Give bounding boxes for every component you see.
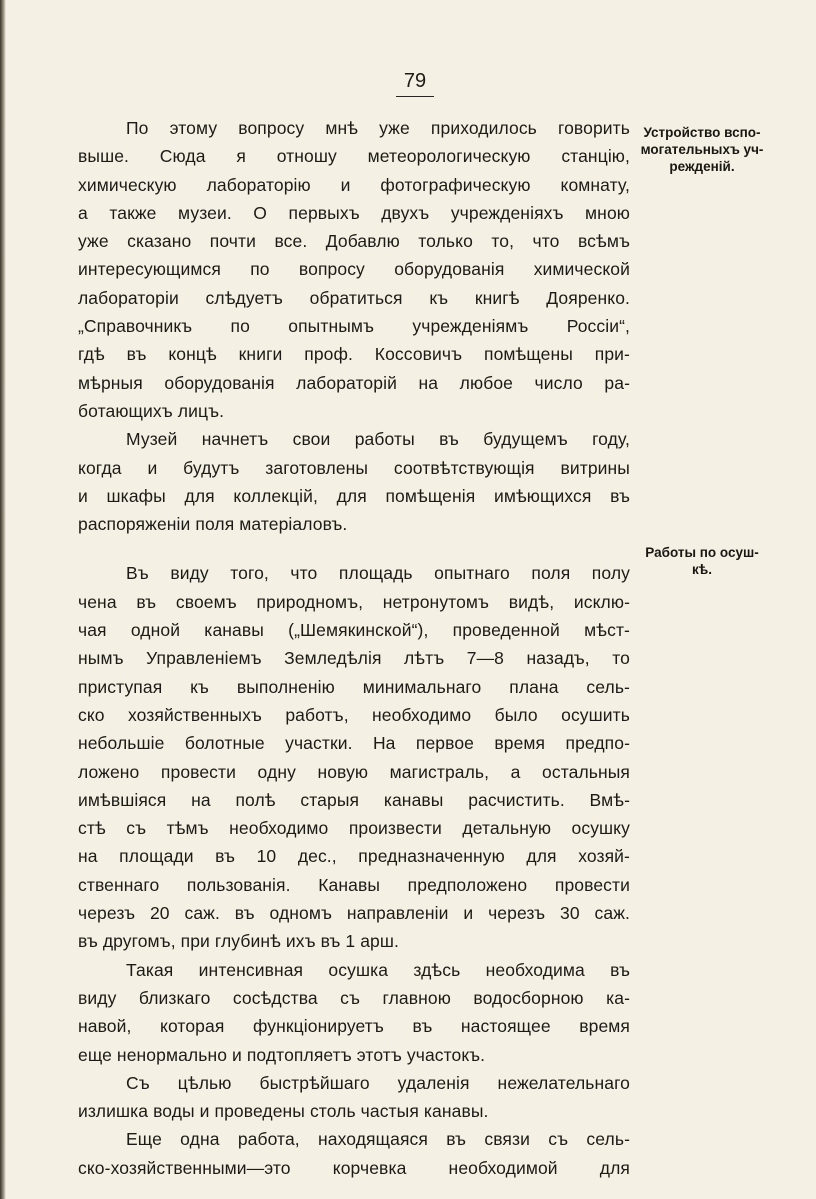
text-line: когда и будутъ заготовлены соотвѣтствующія витрины <box>78 457 630 478</box>
text-line: Еще одна работа, находящаяся въ связи съ сель- <box>126 1129 630 1150</box>
text-line: Въ виду того, что площадь опытнаго поля полу <box>126 563 630 584</box>
text-line: Съ цѣлью быстрѣйшаго удаленія нежелательнаго <box>126 1072 630 1093</box>
text-line: выше. Сюда я отношу метеорологическую станцію, <box>78 146 630 167</box>
body-text <box>78 114 630 1182</box>
text-line: на площади въ 10 дес., предназначенную для хозяй- <box>78 846 630 867</box>
margin-note-line: Работы по осуш- <box>645 545 759 560</box>
paragraph <box>78 1125 630 1182</box>
paragraph <box>78 1069 630 1126</box>
text-line: ско хозяйственныхъ работъ, необходимо было осушить <box>78 704 630 725</box>
text-line: лабораторіи слѣдуетъ обратиться къ книгѣ Дояренко. <box>78 287 630 308</box>
text-line: ботающихъ лицъ. <box>78 400 225 421</box>
text-line: ско-хозяйственными—это корчевка необходимой для <box>78 1157 630 1178</box>
text-line: а также музеи. О первыхъ двухъ учрежденіяхъ мною <box>78 202 630 223</box>
page-binding-edge <box>0 0 6 1199</box>
text-line: приступая къ выполненію минимальнаго плана сель- <box>78 676 630 697</box>
text-line: чена въ своемъ природномъ, нетронутомъ видѣ, исклю- <box>78 591 630 612</box>
text-line: стѣ съ тѣмъ необходимо произвести детальную осушку <box>78 818 630 839</box>
text-line: небольшіе болотные участки. На первое время предпо- <box>78 733 630 754</box>
text-line: ложено провести одну новую магистраль, а остальныя <box>78 761 630 782</box>
text-line: нымъ Управленіемъ Земледѣлія лѣтъ 7—8 назадъ, то <box>78 648 630 669</box>
text-line: интересующимся по вопросу оборудованія химической <box>78 259 630 280</box>
text-line: чая одной канавы („Шемякинской“), проведенной мѣст- <box>78 620 630 641</box>
text-line: мѣрныя оборудованія лабораторій на любое число ра- <box>78 372 630 393</box>
text-line: Музей начнетъ свои работы въ будущемъ году, <box>126 429 630 450</box>
text-line: и шкафы для коллекцій, для помѣщенія имѣющихся въ <box>78 485 630 506</box>
text-line: гдѣ въ концѣ книги проф. Коссовичъ помѣщены при- <box>78 344 630 365</box>
margin-note-auxiliary-institutions <box>632 124 772 175</box>
text-line: еще ненормально и подтопляетъ этотъ участокъ. <box>78 1044 486 1065</box>
margin-note-line: могательныхъ уч- <box>640 142 764 157</box>
text-line: „Справочникъ по опытнымъ учрежденіямъ Россіи“, <box>78 316 630 337</box>
margin-note-line: режденій. <box>669 159 735 174</box>
text-line: уже сказано почти все. Добавлю только то, что всѣмъ <box>78 231 630 252</box>
paragraph <box>78 425 630 538</box>
paragraph <box>78 559 630 955</box>
text-line: химическую лабораторію и фотографическую комнату, <box>78 174 630 195</box>
page-number-rule <box>396 96 434 97</box>
text-line: навой, которая функціонируетъ въ настоящее время <box>78 1016 630 1037</box>
text-line: имѣвшіяся на полѣ старыя канавы расчистить. Вмѣ- <box>78 789 630 810</box>
text-line: распоряженіи поля матеріаловъ. <box>78 514 348 535</box>
text-line: Такая интенсивная осушка здѣсь необходима въ <box>126 959 630 980</box>
paragraph <box>78 114 630 425</box>
text-line: По этому вопросу мнѣ уже приходилось говорить <box>126 118 630 138</box>
paragraph <box>78 956 630 1069</box>
text-line: излишка воды и проведены столь частыя канавы. <box>78 1101 489 1122</box>
page-number: 79 <box>403 70 427 92</box>
text-line: ственнаго пользованія. Канавы предположено провести <box>78 874 630 895</box>
margin-note-drainage-works <box>632 544 772 578</box>
text-line: въ другомъ, при глубинѣ ихъ въ 1 арш. <box>78 931 399 952</box>
text-line: виду близкаго сосѣдства съ главною водосборною ка- <box>78 987 630 1008</box>
margin-note-line: Устройство вспо- <box>643 125 761 140</box>
margin-note-line: кѣ. <box>692 562 712 577</box>
text-line: черезъ 20 саж. въ одномъ направленіи и черезъ 30 саж. <box>78 903 630 924</box>
